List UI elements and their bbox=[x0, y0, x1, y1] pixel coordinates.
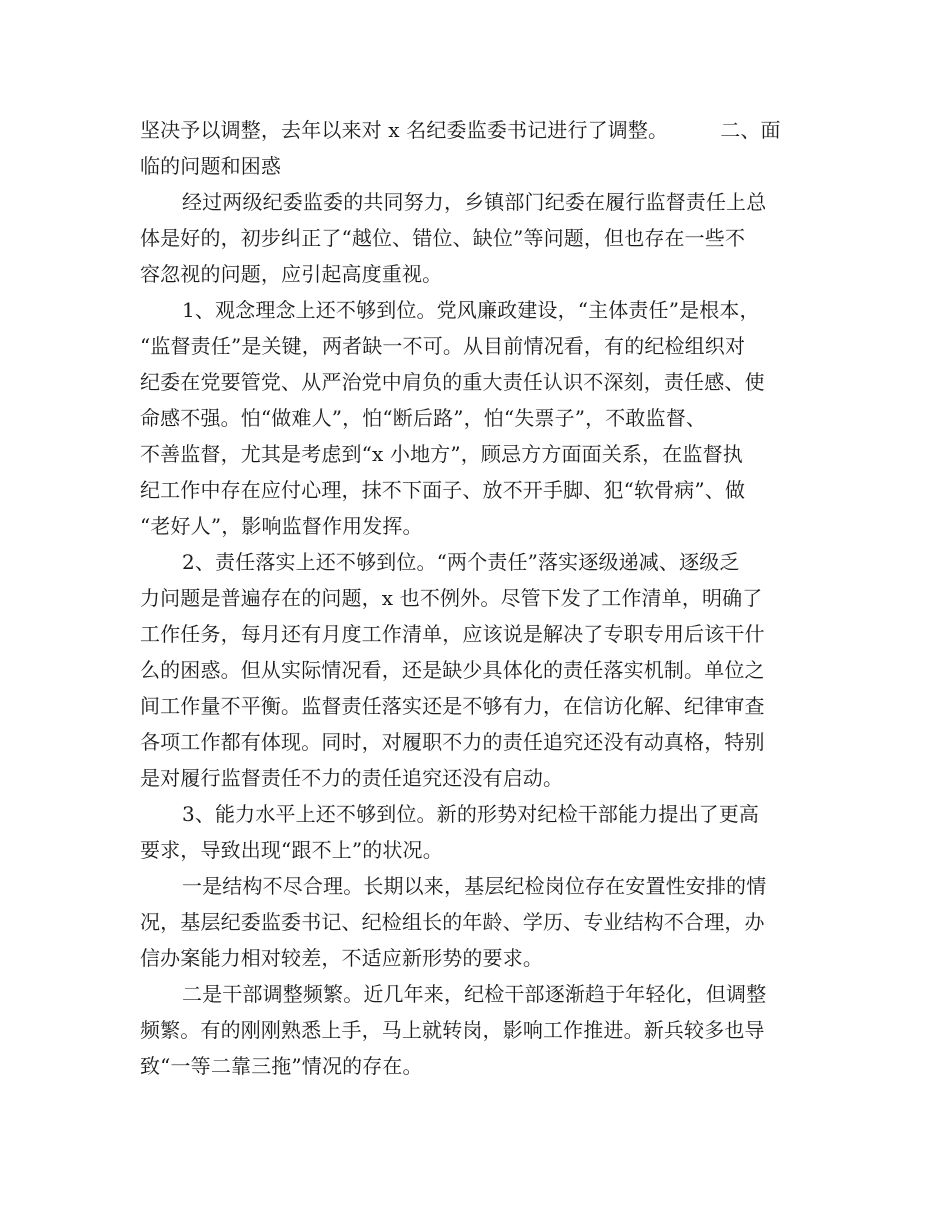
text-line: 信办案能力相对较差，不适应新形势的要求。 bbox=[140, 946, 543, 970]
paragraph-start-line: 2、责任落实上还不够到位。“两个责任”落实逐级递减、逐级乏 bbox=[182, 550, 740, 574]
text-line: 容忽视的问题，应引起高度重视。 bbox=[140, 262, 443, 286]
text-line: 命感不强。怕“做难人”，怕“断后路”，怕“失票子”，不敢监督、 bbox=[140, 406, 706, 430]
text-line: 致“一等二靠三拖”情况的存在。 bbox=[140, 1054, 423, 1078]
paragraph-start-line: 3、能力水平上还不够到位。新的形势对纪检干部能力提出了更高 bbox=[182, 802, 760, 826]
text-line: 是对履行监督责任不力的责任追究还没有启动。 bbox=[140, 766, 564, 790]
text-line: 临的问题和困惑 bbox=[140, 154, 282, 178]
paragraph-start-line: 经过两级纪委监委的共同努力，乡镇部门纪委在履行监督责任上总 bbox=[182, 190, 767, 214]
text-line: 纪委在党要管党、从严治党中肩负的重大责任认识不深刻，责任感、使 bbox=[140, 370, 765, 394]
paragraph-start-line: 二是干部调整频繁。近几年来，纪检干部逐渐趋于年轻化，但调整 bbox=[182, 982, 767, 1006]
paragraph-start-line: 一是结构不尽合理。长期以来，基层纪检岗位存在安置性安排的情 bbox=[182, 874, 767, 898]
text-line: 频繁。有的刚刚熟悉上手，马上就转岗，影响工作推进。新兵较多也导 bbox=[140, 1018, 765, 1042]
text-line: 坚决予以调整，去年以来对 x 名纪委监委书记进行了调整。 二、面 bbox=[140, 118, 781, 142]
text-line: 间工作量不平衡。监督责任落实还是不够有力，在信访化解、纪律审查 bbox=[140, 694, 765, 718]
text-line: 体是好的，初步纠正了“越位、错位、缺位”等问题，但也存在一些不 bbox=[140, 226, 746, 250]
paragraph-start-line: 1、观念理念上还不够到位。党风廉政建设，“主体责任”是根本， bbox=[182, 298, 760, 322]
text-line: 么的困惑。但从实际情况看，还是缺少具体化的责任落实机制。单位之 bbox=[140, 658, 765, 682]
text-line: 力问题是普遍存在的问题，x 也不例外。尽管下发了工作清单，明确了 bbox=[140, 586, 763, 610]
text-line: 各项工作都有体现。同时，对履职不力的责任追究还没有动真格，特别 bbox=[140, 730, 765, 754]
text-line: “监督责任”是关键，两者缺一不可。从目前情况看，有的纪检组织对 bbox=[140, 334, 746, 358]
text-line: 要求，导致出现“跟不上”的状况。 bbox=[140, 838, 443, 862]
text-line: 工作任务，每月还有月度工作清单，应该说是解决了专职专用后该干什 bbox=[140, 622, 765, 646]
text-line: 纪工作中存在应付心理，抹不下面子、放不开手脚、犯“软骨病”、做 bbox=[140, 478, 746, 502]
text-line: “老好人”，影响监督作用发挥。 bbox=[140, 514, 423, 538]
text-line: 不善监督，尤其是考虑到“x 小地方”，顾忌方方面面关系，在监督执 bbox=[140, 442, 743, 466]
text-line: 况，基层纪委监委书记、纪检组长的年龄、学历、专业结构不合理，办 bbox=[140, 910, 765, 934]
